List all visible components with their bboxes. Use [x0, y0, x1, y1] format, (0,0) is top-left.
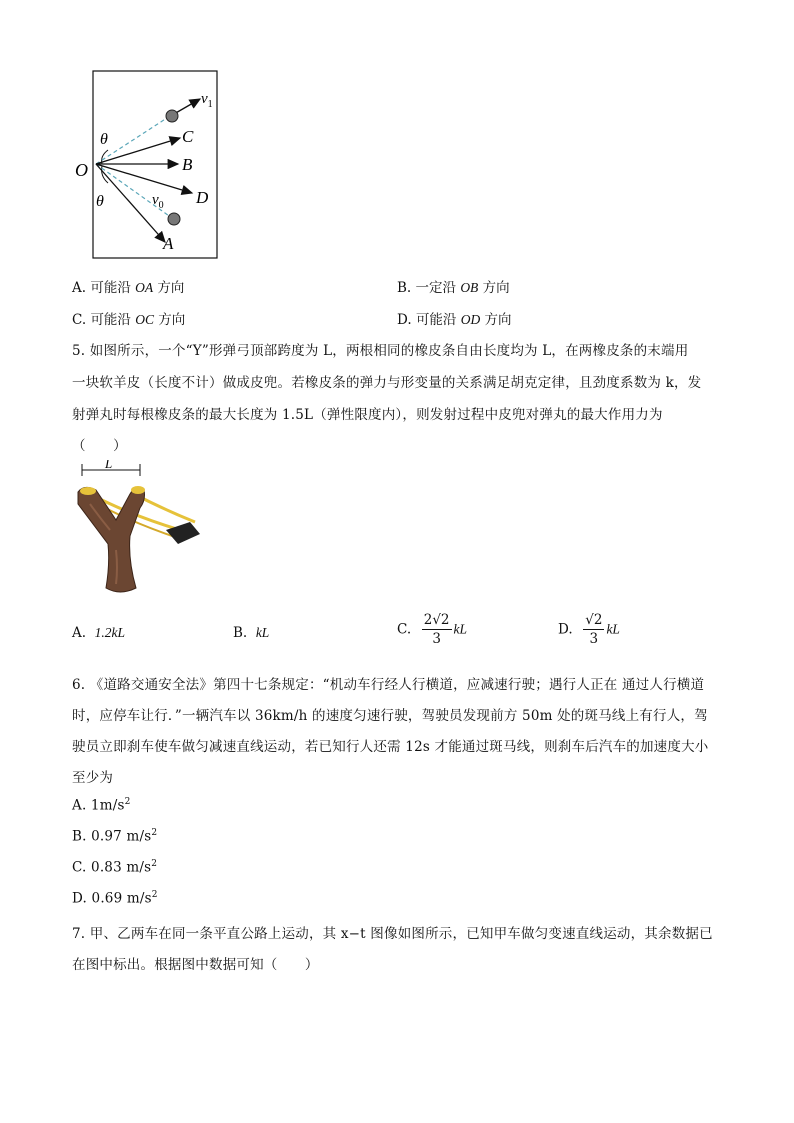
- q4-option-a: A. 可能沿 OA 方向: [72, 280, 185, 296]
- vector-diagram: [70, 66, 230, 266]
- q5-option-a: A. 1.2kL: [72, 625, 126, 641]
- label-O: O: [75, 160, 88, 180]
- arrow-OC: [96, 138, 180, 164]
- label-B: B: [182, 155, 193, 174]
- q7-line-1: 7. 甲、乙两车在同一条平直公路上运动，其 x−t 图像如图所示，已知甲车做匀变速直线运动，其余数据已: [72, 926, 713, 942]
- label-D: D: [196, 188, 209, 207]
- q5-line-1: 5. 如图所示，一个“Y”形弹弓顶部跨度为 L，两根相同的橡皮条自由长度均为 L，在两橡皮条的末端用: [72, 343, 689, 359]
- arrow-OD: [96, 164, 192, 193]
- q6-option-b: B. 0.97 $m/s^2$: [72, 828, 158, 845]
- q4-option-b: B. 一定沿 OB 方向: [397, 280, 510, 296]
- label-C: C: [182, 127, 194, 146]
- q6-option-c: C. 0.83 $m/s^2$: [72, 859, 158, 876]
- label-theta-top: θ: [100, 131, 108, 148]
- q5-line-3: 射弹丸时每根橡皮条的最大长度为 1.5L（弹性限度内），则发射过程中皮兜对弹丸的最大作用力为: [72, 407, 663, 423]
- q5-option-d: D. $\frac{√2}{3}$ kL: [558, 612, 620, 647]
- q6-option-d: D. 0.69 $m/s^2$: [72, 890, 158, 907]
- q6-line-1: 6. 《道路交通安全法》第四十七条规定：“机动车行经人行横道，应减速行驶；遇行人正在 通过人行横道: [72, 677, 705, 693]
- q5-option-b: B. kL: [233, 625, 270, 641]
- arrow-v1: [174, 99, 200, 114]
- label-theta-bottom: θ: [96, 193, 104, 210]
- ball-v1: [166, 110, 178, 122]
- q4-option-c: C. 可能沿 OC 方向: [72, 312, 186, 328]
- label-v0: $v_0$: [152, 192, 164, 211]
- q7-line-2: 在图中标出。根据图中数据可知（ ）: [72, 957, 319, 973]
- q4-option-d: D. 可能沿 OD 方向: [397, 312, 512, 328]
- q5-option-c: C. $\frac{2√2}{3}$ kL: [397, 612, 468, 647]
- q5-line-4: （ ）: [72, 438, 127, 454]
- slingshot-label-L: L: [105, 460, 113, 471]
- ball-v0: [168, 213, 180, 225]
- q5-line-2: 一块软羊皮（长度不计）做成皮兜。若橡皮条的弹力与形变量的关系满足胡克定律，且劲度系数为 k，发: [72, 375, 702, 391]
- q6-option-a: A. $1m/s^2$: [72, 797, 131, 814]
- q6-line-4: 至少为: [72, 770, 114, 786]
- label-A: A: [163, 234, 174, 253]
- q6-line-2: 时，应停车让行．”一辆汽车以 36km/h 的速度匀速行驶，驾驶员发现前方 50m 处的斑马线上有行人，驾: [72, 708, 708, 724]
- label-v1: $v_1$: [201, 91, 213, 110]
- slingshot-figure: [70, 460, 210, 600]
- q6-line-3: 驶员立即刹车使车做匀减速直线运动，若已知行人还需 12s 才能通过斑马线，则刹车后汽车的加速度大小: [72, 739, 709, 755]
